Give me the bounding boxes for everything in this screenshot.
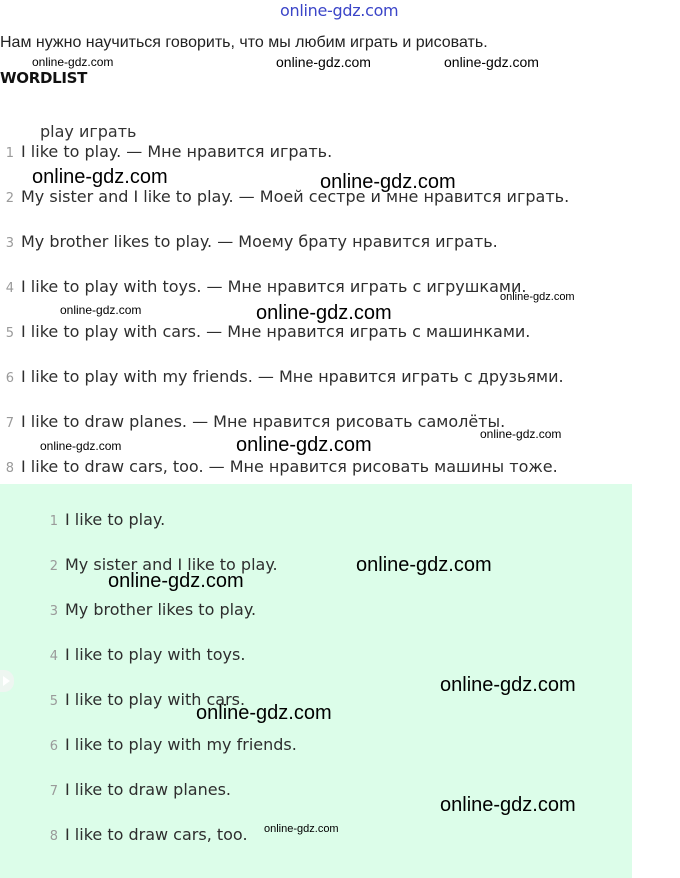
watermark: online-gdz.com [236, 434, 372, 456]
item-number: 8 [49, 829, 58, 844]
translation-item [0, 457, 558, 476]
site-header-link[interactable]: online-gdz.com [280, 1, 399, 20]
cropped-wordlist-line: play играть [40, 122, 137, 141]
watermark: online-gdz.com [320, 171, 456, 193]
watermark: online-gdz.com [276, 54, 371, 70]
panel-item [44, 645, 245, 664]
item-text: I like to play with toys. [65, 645, 246, 664]
item-number: 4 [49, 649, 58, 664]
watermark: online-gdz.com [196, 702, 332, 724]
translation-item [0, 187, 569, 206]
panel-item [44, 780, 231, 799]
item-number: 7 [5, 416, 14, 431]
item-number: 4 [5, 281, 14, 296]
item-text: I like to draw planes. [65, 780, 231, 799]
item-text: My brother likes to play. — Моему брату нравится играть. [21, 232, 498, 251]
item-number: 5 [5, 326, 14, 341]
item-number: 6 [5, 371, 14, 386]
item-number: 7 [49, 784, 58, 799]
item-text: I like to play with my friends. — Мне нравится играть с друзьями. [21, 367, 564, 386]
watermark: online-gdz.com [444, 54, 539, 70]
item-number: 3 [49, 604, 58, 619]
intro-text: Нам нужно научиться говорить, что мы любим играть и рисовать. [0, 34, 488, 51]
item-number: 8 [5, 461, 14, 476]
watermark: online-gdz.com [40, 439, 122, 453]
item-number: 2 [5, 191, 14, 206]
watermark: online-gdz.com [256, 302, 392, 324]
item-text: My sister and I like to play. — Моей сестре и мне нравится играть. [21, 187, 570, 206]
panel-item [44, 735, 297, 754]
translation-item [0, 277, 526, 296]
panel-item [44, 825, 248, 844]
item-text: I like to draw planes. — Мне нравится рисовать самолёты. [21, 412, 506, 431]
watermark: online-gdz.com [440, 674, 576, 696]
watermark: online-gdz.com [480, 427, 562, 441]
item-text: I like to draw cars, too. [65, 825, 248, 844]
item-number: 2 [49, 559, 58, 574]
panel-item [44, 510, 165, 529]
watermark: online-gdz.com [500, 291, 575, 303]
watermark: online-gdz.com [32, 55, 114, 69]
item-number: 1 [49, 514, 58, 529]
item-text: My brother likes to play. [65, 600, 257, 619]
item-number: 1 [5, 146, 14, 161]
item-text: I like to draw cars, too. — Мне нравится рисовать машины тоже. [21, 457, 558, 476]
watermark: online-gdz.com [440, 794, 576, 816]
item-text: I like to play. [65, 510, 166, 529]
item-text: I like to play. — Мне нравится играть. [21, 142, 333, 161]
play-arrow-icon [3, 676, 10, 686]
watermark: online-gdz.com [108, 570, 244, 592]
item-number: 6 [49, 739, 58, 754]
watermark: online-gdz.com [264, 823, 339, 835]
watermark: online-gdz.com [60, 303, 142, 317]
item-number: 3 [5, 236, 14, 251]
item-text: My sister and I like to play. [65, 555, 278, 574]
translation-item [0, 232, 498, 251]
translation-item [0, 367, 564, 386]
panel-item [44, 600, 256, 619]
wordlist-heading: WORDLIST [0, 69, 88, 87]
item-text: I like to play with cars. — Мне нравится играть с машинками. [21, 322, 531, 341]
item-text: I like to play with cars. [65, 690, 246, 709]
watermark: online-gdz.com [32, 166, 168, 188]
item-text: I like to play with my friends. [65, 735, 297, 754]
item-number: 5 [49, 694, 58, 709]
translation-item [0, 412, 505, 431]
translation-item [0, 142, 332, 161]
item-text: I like to play with toys. — Мне нравится играть с игрушками. [21, 277, 527, 296]
watermark: online-gdz.com [356, 554, 492, 576]
